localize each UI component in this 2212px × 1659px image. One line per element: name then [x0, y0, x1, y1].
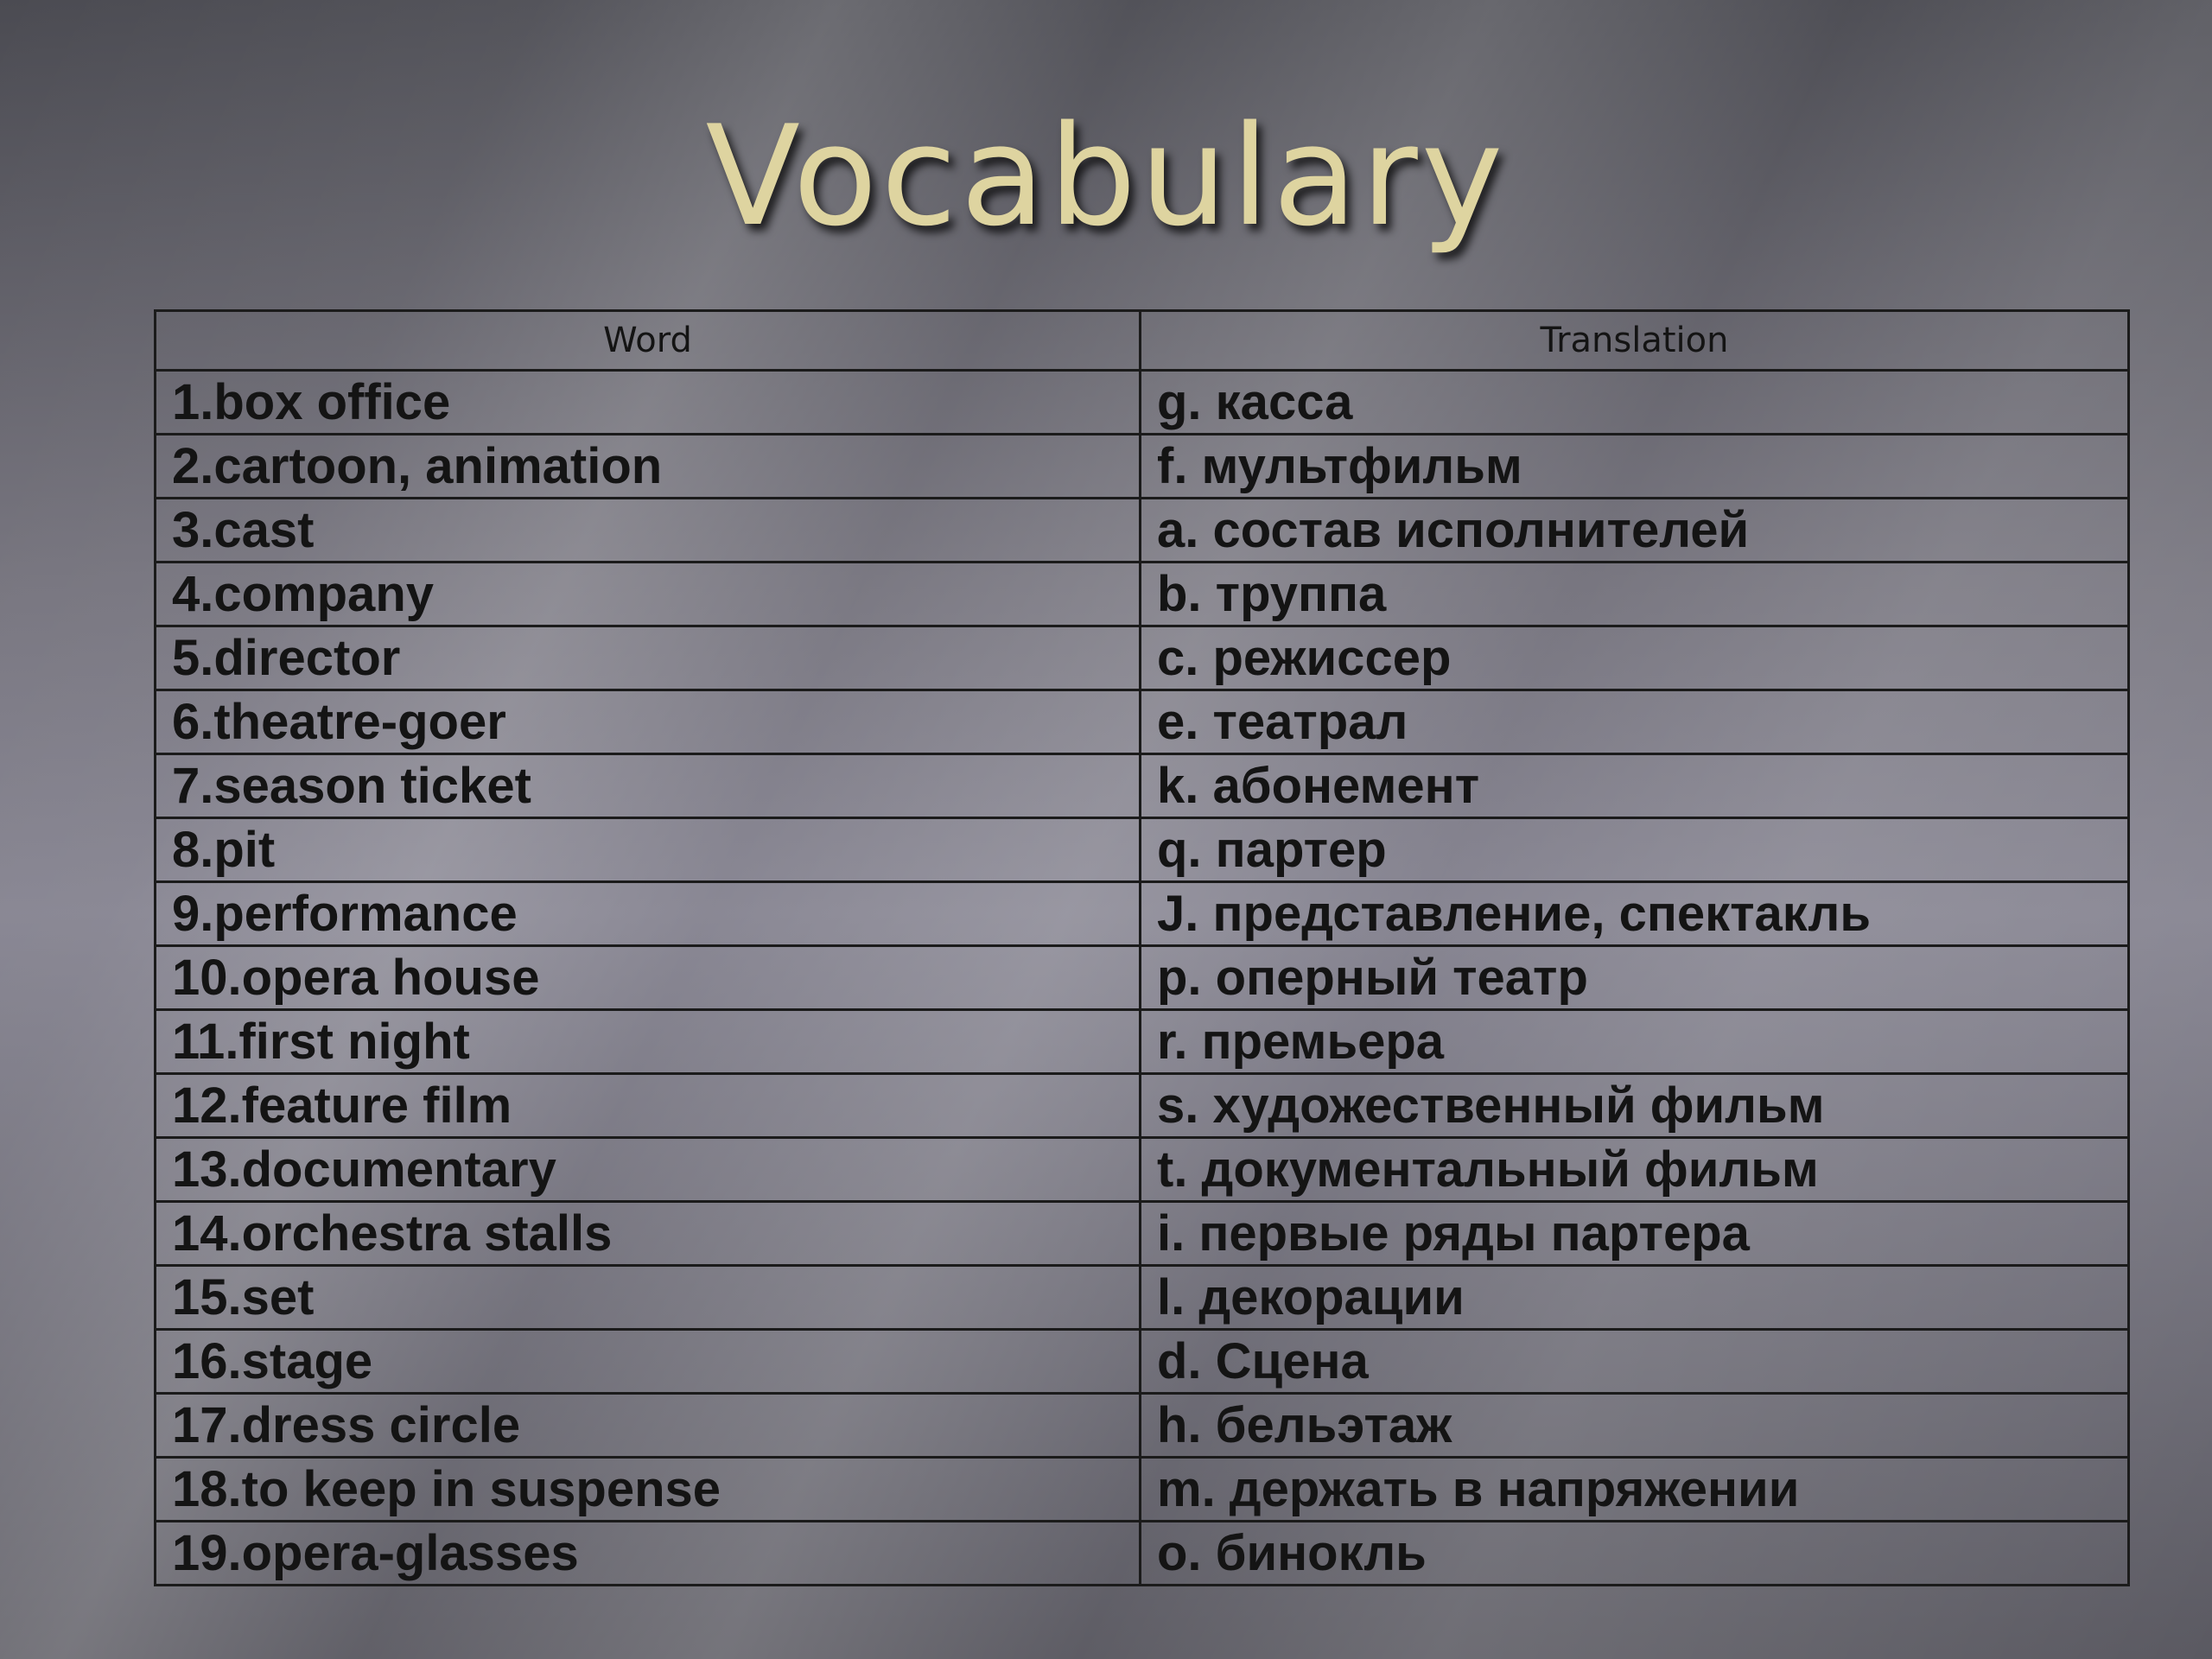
word-cell: 1.box office — [156, 371, 1141, 435]
word-cell: 15.set — [156, 1266, 1141, 1330]
table-row — [156, 690, 2129, 754]
table-row — [156, 626, 2129, 690]
table-header-row — [156, 311, 2129, 371]
translation-cell: e. театрал — [1141, 690, 2129, 754]
translation-cell: f. мультфильм — [1141, 435, 2129, 499]
table-row — [156, 1522, 2129, 1586]
vocabulary-table — [154, 309, 2130, 1586]
word-cell: 11.first night — [156, 1010, 1141, 1074]
translation-cell: i. первые ряды партера — [1141, 1202, 2129, 1266]
word-cell: 5.director — [156, 626, 1141, 690]
word-cell: 2.cartoon, animation — [156, 435, 1141, 499]
table-row — [156, 946, 2129, 1010]
word-cell: 8.pit — [156, 818, 1141, 882]
word-cell: 10.opera house — [156, 946, 1141, 1010]
table-row — [156, 1266, 2129, 1330]
translation-cell: p. оперный театр — [1141, 946, 2129, 1010]
translation-cell: l. декорации — [1141, 1266, 2129, 1330]
table-row — [156, 435, 2129, 499]
word-cell: 18.to keep in suspense — [156, 1458, 1141, 1522]
table-row — [156, 1138, 2129, 1202]
translation-cell: q. партер — [1141, 818, 2129, 882]
translation-cell: h. бельэтаж — [1141, 1394, 2129, 1458]
slide-title: Vocabulary — [705, 95, 1507, 257]
table-row — [156, 1074, 2129, 1138]
word-cell: 3.cast — [156, 499, 1141, 563]
word-cell: 14.orchestra stalls — [156, 1202, 1141, 1266]
word-cell: 17.dress circle — [156, 1394, 1141, 1458]
word-cell: 9.performance — [156, 882, 1141, 946]
word-cell: 13.documentary — [156, 1138, 1141, 1202]
translation-cell: o. бинокль — [1141, 1522, 2129, 1586]
translation-cell: b. труппа — [1141, 563, 2129, 626]
translation-cell: d. Сцена — [1141, 1330, 2129, 1394]
table-row — [156, 1010, 2129, 1074]
table-row — [156, 499, 2129, 563]
table-row — [156, 754, 2129, 818]
translation-cell: a. состав исполнителей — [1141, 499, 2129, 563]
table-row — [156, 1458, 2129, 1522]
translation-column-header: Translation — [1141, 311, 2129, 371]
table-row — [156, 371, 2129, 435]
table-row — [156, 1202, 2129, 1266]
table-row — [156, 563, 2129, 626]
table-row — [156, 1394, 2129, 1458]
translation-cell: k. абонемент — [1141, 754, 2129, 818]
translation-cell: s. художественный фильм — [1141, 1074, 2129, 1138]
word-cell: 7.season ticket — [156, 754, 1141, 818]
translation-cell: m. держать в напряжении — [1141, 1458, 2129, 1522]
translation-cell: g. касса — [1141, 371, 2129, 435]
translation-cell: c. режиссер — [1141, 626, 2129, 690]
translation-cell: t. документальный фильм — [1141, 1138, 2129, 1202]
translation-cell: r. премьера — [1141, 1010, 2129, 1074]
word-cell: 6.theatre-goer — [156, 690, 1141, 754]
word-cell: 16.stage — [156, 1330, 1141, 1394]
table-row — [156, 1330, 2129, 1394]
translation-cell: J. представление, спектакль — [1141, 882, 2129, 946]
table-row — [156, 818, 2129, 882]
table-row — [156, 882, 2129, 946]
word-cell: 4.company — [156, 563, 1141, 626]
word-cell: 12.feature film — [156, 1074, 1141, 1138]
word-cell: 19.opera-glasses — [156, 1522, 1141, 1586]
word-column-header: Word — [156, 311, 1141, 371]
